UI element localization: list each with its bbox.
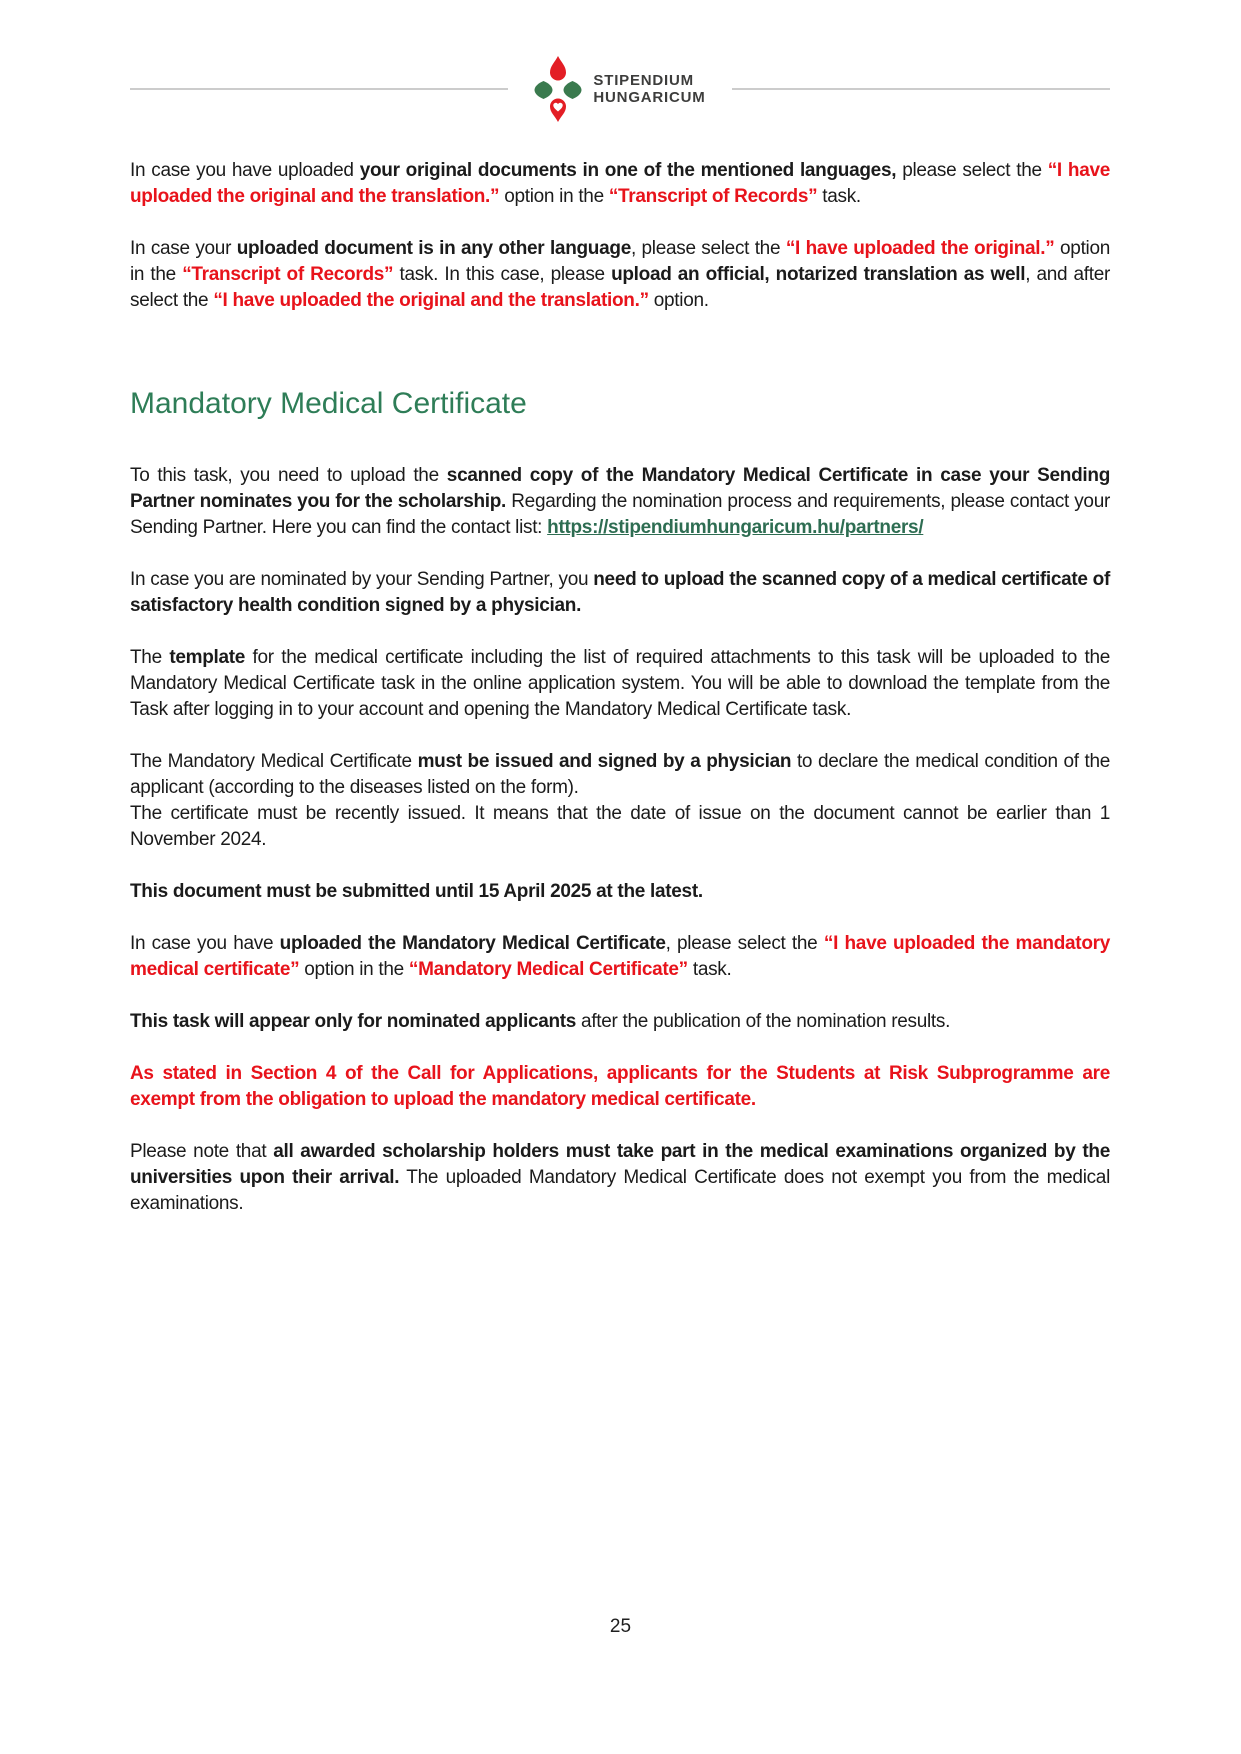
partners-link[interactable]: https://stipendiumhungaricum.hu/partners/: [547, 517, 924, 538]
body-text: In case your: [130, 238, 237, 259]
document-body: [130, 158, 1110, 1243]
section-heading: [130, 386, 1110, 421]
bold-text: all awarded scholarship holders must take part in the medical examinations organized by the universities upon their arrival.: [130, 1141, 1110, 1188]
body-text: task. In this case, please: [393, 264, 612, 285]
bold-text: need to upload the scanned copy of a medical certificate of satisfactory health condition signed by a physician.: [130, 569, 1110, 616]
paragraph: [130, 463, 1110, 541]
logo-wordmark-line2: HUNGARICUM: [593, 89, 706, 106]
paragraph: [130, 749, 1110, 801]
paragraph: [130, 645, 1110, 723]
red-emphasis-text: “I have uploaded the original and the translation.”: [130, 160, 1111, 207]
bold-text: upload an official, notarized translation as well: [611, 264, 1026, 285]
body-text: task.: [687, 959, 732, 980]
body-text: In case you have: [130, 933, 280, 954]
bold-text: uploaded the Mandatory Medical Certificate: [279, 933, 666, 954]
body-text: In case you are nominated by your Sending Partner, you: [130, 569, 594, 590]
paragraph: [130, 567, 1110, 619]
bold-text: This task will appear only for nominated applicants: [130, 1011, 577, 1032]
body-text: Please note that: [130, 1141, 274, 1162]
paragraph: [130, 236, 1110, 314]
body-text: option in the: [299, 959, 409, 980]
body-text: option.: [648, 290, 709, 311]
paragraph: [130, 879, 1110, 905]
paragraph: [130, 801, 1110, 853]
body-text: To this task, you need to upload the: [130, 465, 447, 486]
paragraph: [130, 1139, 1110, 1217]
body-text: The uploaded Mandatory Medical Certificate does not exempt you from the medical examinations.: [130, 1167, 1110, 1214]
red-emphasis-text: As stated in Section 4 of the Call for Applications, applicants for the Students at Risk Subprogramme are exempt from the obligation to upload the mandatory medical certificate.: [130, 1063, 1110, 1110]
header-divider-left: [130, 88, 508, 90]
red-emphasis-text: “I have uploaded the mandatory medical certificate”: [130, 933, 1110, 980]
body-text: to declare the medical condition of the applicant (according to the diseases listed on the form).: [130, 751, 1111, 798]
body-text: , please select the: [665, 933, 824, 954]
red-emphasis-text: “Transcript of Records”: [608, 186, 818, 207]
red-emphasis-text: “Mandatory Medical Certificate”: [408, 959, 688, 980]
header-divider-right: [732, 88, 1110, 90]
body-text: , and after select the: [130, 264, 1111, 311]
body-text: after the publication of the nomination results.: [576, 1011, 951, 1032]
paragraph: [130, 1061, 1110, 1113]
red-emphasis-text: “I have uploaded the original.”: [785, 238, 1055, 259]
red-emphasis-text: “I have uploaded the original and the translation.”: [213, 290, 649, 311]
body-text: The certificate must be recently issued. It means that the date of issue on the document cannot be earlier than 1 November 2024.: [130, 803, 1110, 850]
body-text: option in the: [130, 238, 1110, 285]
bold-text: must be issued and signed by a physician: [417, 751, 792, 772]
bold-text: This document must be submitted until 15 April 2025 at the latest.: [130, 881, 703, 902]
body-text: The: [130, 647, 170, 668]
logo-wordmark: [593, 72, 705, 106]
body-text: Mandatory Medical Certificate: [130, 387, 527, 420]
logo-wordmark-line1: STIPENDIUM: [593, 72, 694, 89]
stipendium-hungaricum-logo: [534, 56, 705, 122]
body-text: In case you have uploaded: [130, 160, 360, 181]
body-text: option in the: [499, 186, 609, 207]
bold-text: scanned copy of the Mandatory Medical Certificate in case your Sending Partner nominates you for the scholarship.: [130, 465, 1110, 512]
body-text: please select the: [896, 160, 1048, 181]
bold-text: your original documents in one of the mentioned languages,: [359, 160, 897, 181]
body-text: The Mandatory Medical Certificate: [130, 751, 418, 772]
bold-text: template: [169, 647, 246, 668]
body-text: task.: [817, 186, 861, 207]
logo-flower-icon: [534, 56, 582, 122]
red-emphasis-text: “Transcript of Records”: [182, 264, 394, 285]
bold-text: uploaded document is in any other language: [236, 238, 631, 259]
paragraph: [130, 1009, 1110, 1035]
paragraph: [130, 158, 1110, 210]
page-header: [130, 56, 1110, 122]
body-text: for the medical certificate including the list of required attachments to this task will be uploaded to the Mandatory Medical Certificate task in the online application system. You will be able to download the template from the Task after logging in to your account and opening the Mandatory Medical Certificate task.: [130, 647, 1110, 720]
body-text: Regarding the nomination process and requirements, please contact your Sending Partner. Here you can find the contact list:: [130, 491, 1110, 538]
body-text: , please select the: [630, 238, 786, 259]
page-number: 25: [609, 1616, 632, 1637]
paragraph: [130, 931, 1110, 983]
